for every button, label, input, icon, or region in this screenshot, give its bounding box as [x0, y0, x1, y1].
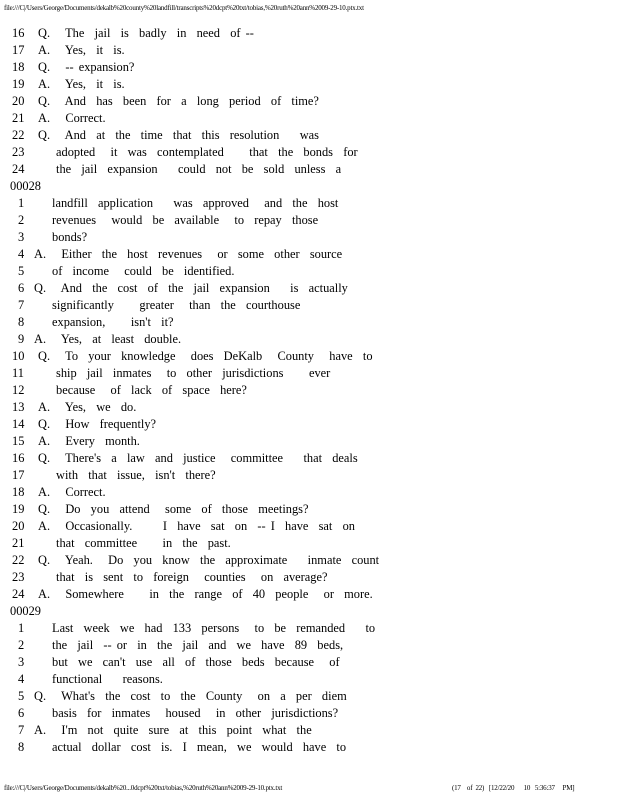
- transcript-line: [0, 518, 600, 535]
- transcript-line: [0, 365, 600, 382]
- transcript-line: [0, 433, 600, 450]
- line-text: bonds?: [52, 230, 88, 244]
- line-number: 17: [12, 43, 25, 57]
- line-number: 4: [18, 672, 25, 686]
- line-number: 12: [12, 383, 25, 397]
- transcript-line: [0, 637, 600, 654]
- line-text: A. Either the host revenues or some other source: [34, 247, 343, 261]
- line-number: 4: [18, 247, 25, 261]
- transcript-line: [0, 93, 600, 110]
- transcript-line: [0, 416, 600, 433]
- line-number: 8: [18, 740, 25, 754]
- transcript-line: [0, 229, 600, 246]
- line-text: A. Yes, at least double.: [34, 332, 182, 346]
- line-text: A. Yes, we do.: [38, 400, 137, 414]
- line-number: 18: [12, 485, 25, 499]
- line-text: Q. And has been for a long period of time?: [38, 94, 319, 108]
- transcript-line: [0, 467, 600, 484]
- transcript-line: [0, 246, 600, 263]
- line-text: the jail expansion could not be sold unless a: [56, 162, 342, 176]
- line-number: 8: [18, 315, 25, 329]
- transcript-line: [0, 348, 600, 365]
- line-text: significantly greater than the courthouse: [52, 298, 301, 312]
- page-marker: [0, 603, 600, 620]
- line-text: Q. Yeah. Do you know the approximate inmate count: [38, 553, 380, 567]
- transcript-line: [0, 586, 600, 603]
- transcript-line: [0, 263, 600, 280]
- line-text: Q. The jail is badly in need of --: [38, 26, 254, 40]
- transcript-line: [0, 739, 600, 756]
- line-number: 20: [12, 519, 25, 533]
- transcript-body: [0, 25, 600, 756]
- transcript-line: [0, 42, 600, 59]
- line-number: 19: [12, 77, 25, 91]
- line-number: 24: [12, 587, 25, 601]
- transcript-line: [0, 722, 600, 739]
- footer-page-info: (17 of 22) [12/22/20 10 5:36:37 PM]: [452, 784, 575, 792]
- transcript-line: [0, 620, 600, 637]
- transcript-line: [0, 399, 600, 416]
- line-text: A. Occasionally. I have sat on -- I have sat on: [38, 519, 355, 533]
- line-text: adopted it was contemplated that the bonds for: [56, 145, 358, 159]
- transcript-line: [0, 144, 600, 161]
- line-text: Last week we had 133 persons to be remanded to: [52, 621, 376, 635]
- line-text: but we can't use all of those beds because of: [52, 655, 340, 669]
- line-number: 7: [18, 298, 25, 312]
- transcript-line: [0, 110, 600, 127]
- line-text: actual dollar cost is. I mean, we would have to: [52, 740, 347, 754]
- footer-file-path: file:///C|/Users/George/Documents/dekalb%20...0dcpt%20txt/tobias,%20ruth%20ann%2009-29-10.ptx.txt: [4, 784, 283, 792]
- line-number: 17: [12, 468, 25, 482]
- transcript-line: [0, 76, 600, 93]
- line-number: 14: [12, 417, 25, 431]
- line-text: that is sent to foreign counties on average?: [56, 570, 328, 584]
- line-text: Q. There's a law and justice committee that deals: [38, 451, 358, 465]
- page-number: 00029: [10, 604, 41, 618]
- line-number: 3: [18, 655, 25, 669]
- line-number: 1: [18, 621, 25, 635]
- line-number: 13: [12, 400, 25, 414]
- transcript-line: [0, 450, 600, 467]
- line-number: 18: [12, 60, 25, 74]
- line-number: 21: [12, 111, 25, 125]
- transcript-line: [0, 314, 600, 331]
- transcript-line: [0, 297, 600, 314]
- line-text: A. Correct.: [38, 111, 106, 125]
- transcript-line: [0, 382, 600, 399]
- line-text: functional reasons.: [52, 672, 163, 686]
- line-text: Q. And at the time that this resolution was: [38, 128, 319, 142]
- line-text: A. Yes, it is.: [38, 43, 125, 57]
- transcript-line: [0, 212, 600, 229]
- transcript-line: [0, 331, 600, 348]
- line-number: 3: [18, 230, 25, 244]
- page-number: 00028: [10, 179, 41, 193]
- line-text: Q. What's the cost to the County on a per diem: [34, 689, 347, 703]
- line-text: that committee in the past.: [56, 536, 231, 550]
- transcript-line: [0, 552, 600, 569]
- line-number: 19: [12, 502, 25, 516]
- transcript-line: [0, 484, 600, 501]
- line-number: 6: [18, 706, 25, 720]
- line-number: 5: [18, 264, 25, 278]
- transcript-line: [0, 688, 600, 705]
- line-number: 16: [12, 451, 25, 465]
- line-number: 6: [18, 281, 25, 295]
- line-text: A. Correct.: [38, 485, 106, 499]
- line-text: A. Somewhere in the range of 40 people or more.: [38, 587, 373, 601]
- line-text: with that issue, isn't there?: [56, 468, 216, 482]
- line-text: because of lack of space here?: [56, 383, 247, 397]
- transcript-line: [0, 535, 600, 552]
- transcript-line: [0, 161, 600, 178]
- transcript-line: [0, 195, 600, 212]
- transcript-line: [0, 569, 600, 586]
- line-number: 21: [12, 536, 25, 550]
- line-text: A. Every month.: [38, 434, 140, 448]
- line-text: revenues would be available to repay those: [52, 213, 319, 227]
- line-text: Q. -- expansion?: [38, 60, 135, 74]
- line-text: the jail -- or in the jail and we have 89 beds,: [52, 638, 344, 652]
- line-number: 23: [12, 145, 25, 159]
- transcript-line: [0, 705, 600, 722]
- line-number: 10: [12, 349, 25, 363]
- line-number: 9: [18, 332, 25, 346]
- file-path-header: file:///C|/Users/George/Documents/dekalb%20county%20landfill/transcripts%20dcpt%20txt/tobias,%20ruth%20ann%2009-29-10.ptx.txt: [4, 4, 364, 12]
- transcript-line: [0, 127, 600, 144]
- line-number: 2: [18, 638, 25, 652]
- line-number: 22: [12, 553, 25, 567]
- line-text: expansion, isn't it?: [52, 315, 174, 329]
- line-text: A. Yes, it is.: [38, 77, 125, 91]
- transcript-line: [0, 501, 600, 518]
- line-number: 24: [12, 162, 25, 176]
- transcript-line: [0, 671, 600, 688]
- transcript-line: [0, 280, 600, 297]
- page-marker: [0, 178, 600, 195]
- transcript-line: [0, 654, 600, 671]
- line-number: 2: [18, 213, 25, 227]
- line-text: of income could be identified.: [52, 264, 235, 278]
- line-text: landfill application was approved and the host: [52, 196, 339, 210]
- line-number: 23: [12, 570, 25, 584]
- line-number: 15: [12, 434, 25, 448]
- line-text: Q. Do you attend some of those meetings?: [38, 502, 309, 516]
- transcript-line: [0, 59, 600, 76]
- line-text: Q. And the cost of the jail expansion is actually: [34, 281, 348, 295]
- line-text: Q. How frequently?: [38, 417, 157, 431]
- line-number: 7: [18, 723, 25, 737]
- transcript-line: [0, 25, 600, 42]
- line-number: 16: [12, 26, 25, 40]
- line-number: 11: [12, 366, 24, 380]
- line-number: 1: [18, 196, 25, 210]
- line-text: ship jail inmates to other jurisdictions ever: [56, 366, 331, 380]
- line-text: Q. To your knowledge does DeKalb County have to: [38, 349, 373, 363]
- line-text: basis for inmates housed in other jurisdictions?: [52, 706, 339, 720]
- line-number: 22: [12, 128, 25, 142]
- line-number: 5: [18, 689, 25, 703]
- line-text: A. I'm not quite sure at this point what the: [34, 723, 312, 737]
- line-number: 20: [12, 94, 25, 108]
